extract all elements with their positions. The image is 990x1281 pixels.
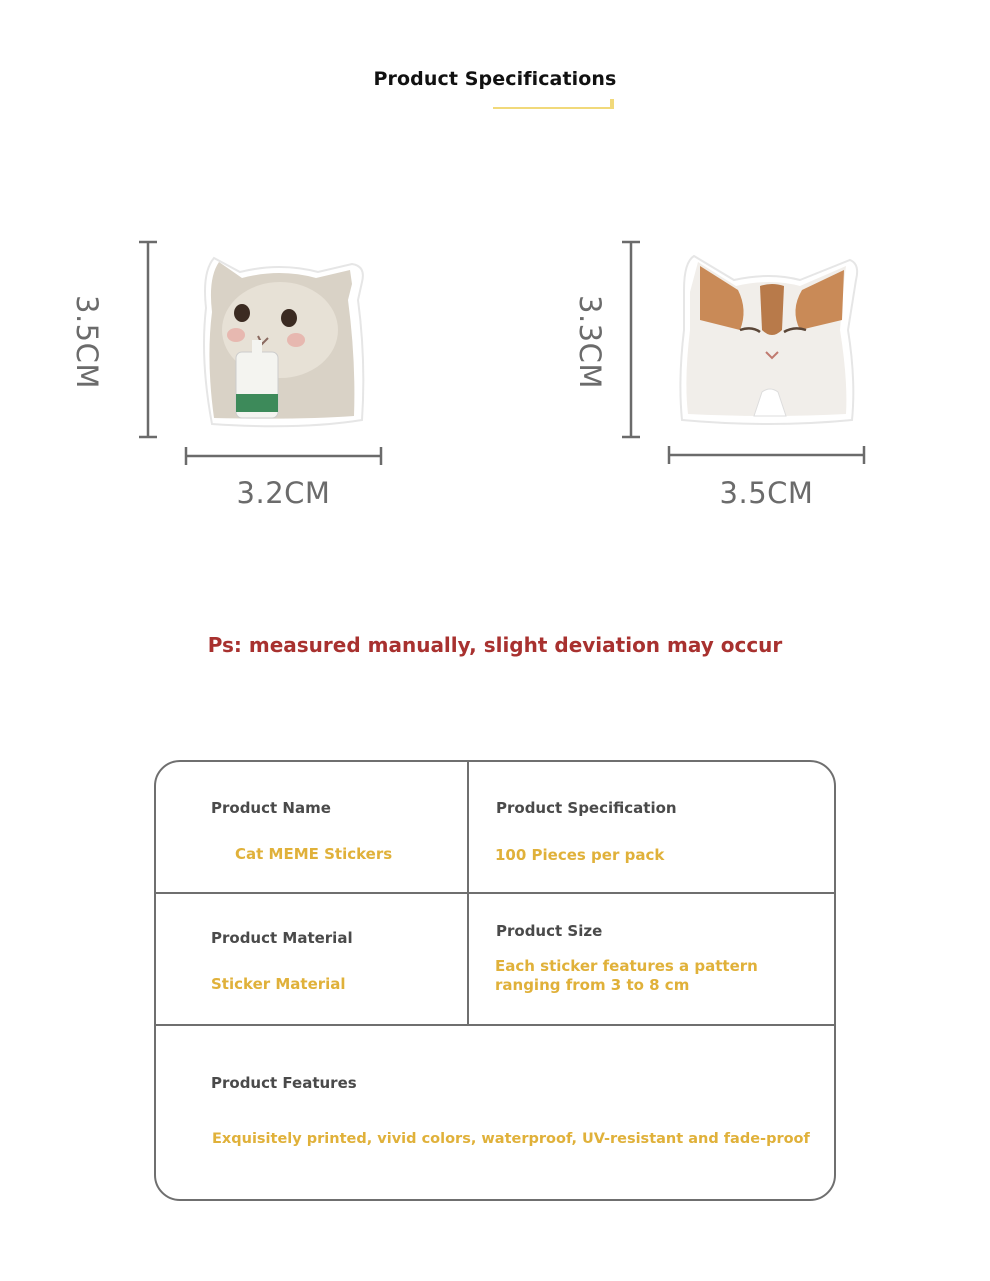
spec-table: [154, 760, 836, 1201]
product-spec-value: 100 Pieces per pack: [495, 846, 665, 864]
table-divider: [156, 1024, 834, 1026]
product-name-label: Product Name: [211, 799, 331, 817]
table-divider: [156, 892, 834, 894]
sticker-2-width-label: 3.5CM: [719, 476, 814, 510]
sticker-2-width-bracket: [669, 446, 864, 464]
product-size-value-line2: ranging from 3 to 8 cm: [495, 976, 690, 994]
sticker-cat-with-bottle-image: [204, 258, 363, 426]
sticker-1-height-bracket: [139, 242, 157, 437]
product-features-label: Product Features: [211, 1074, 357, 1092]
page-title: Product Specifications: [373, 68, 617, 90]
table-divider: [467, 762, 469, 1024]
sticker-2-height-bracket: [622, 242, 640, 437]
measurement-note: Ps: measured manually, slight deviation may occur: [207, 633, 783, 657]
product-features-value: Exquisitely printed, vivid colors, waterproof, UV-resistant and fade-proof: [212, 1131, 810, 1147]
sticker-praying-cat-image: [680, 256, 857, 424]
sticker-1-height-label: 3.5CM: [70, 295, 104, 389]
product-size-value-line1: Each sticker features a pattern: [495, 957, 758, 975]
sticker-2-height-label: 3.3CM: [573, 295, 607, 389]
sticker-1-width-bracket: [186, 447, 381, 465]
product-material-label: Product Material: [211, 929, 353, 947]
product-material-value: Sticker Material: [211, 975, 346, 993]
product-spec-label: Product Specification: [496, 799, 677, 817]
product-name-value: Cat MEME Stickers: [235, 845, 393, 863]
product-size-label: Product Size: [496, 922, 603, 940]
sticker-1-width-label: 3.2CM: [236, 476, 331, 510]
